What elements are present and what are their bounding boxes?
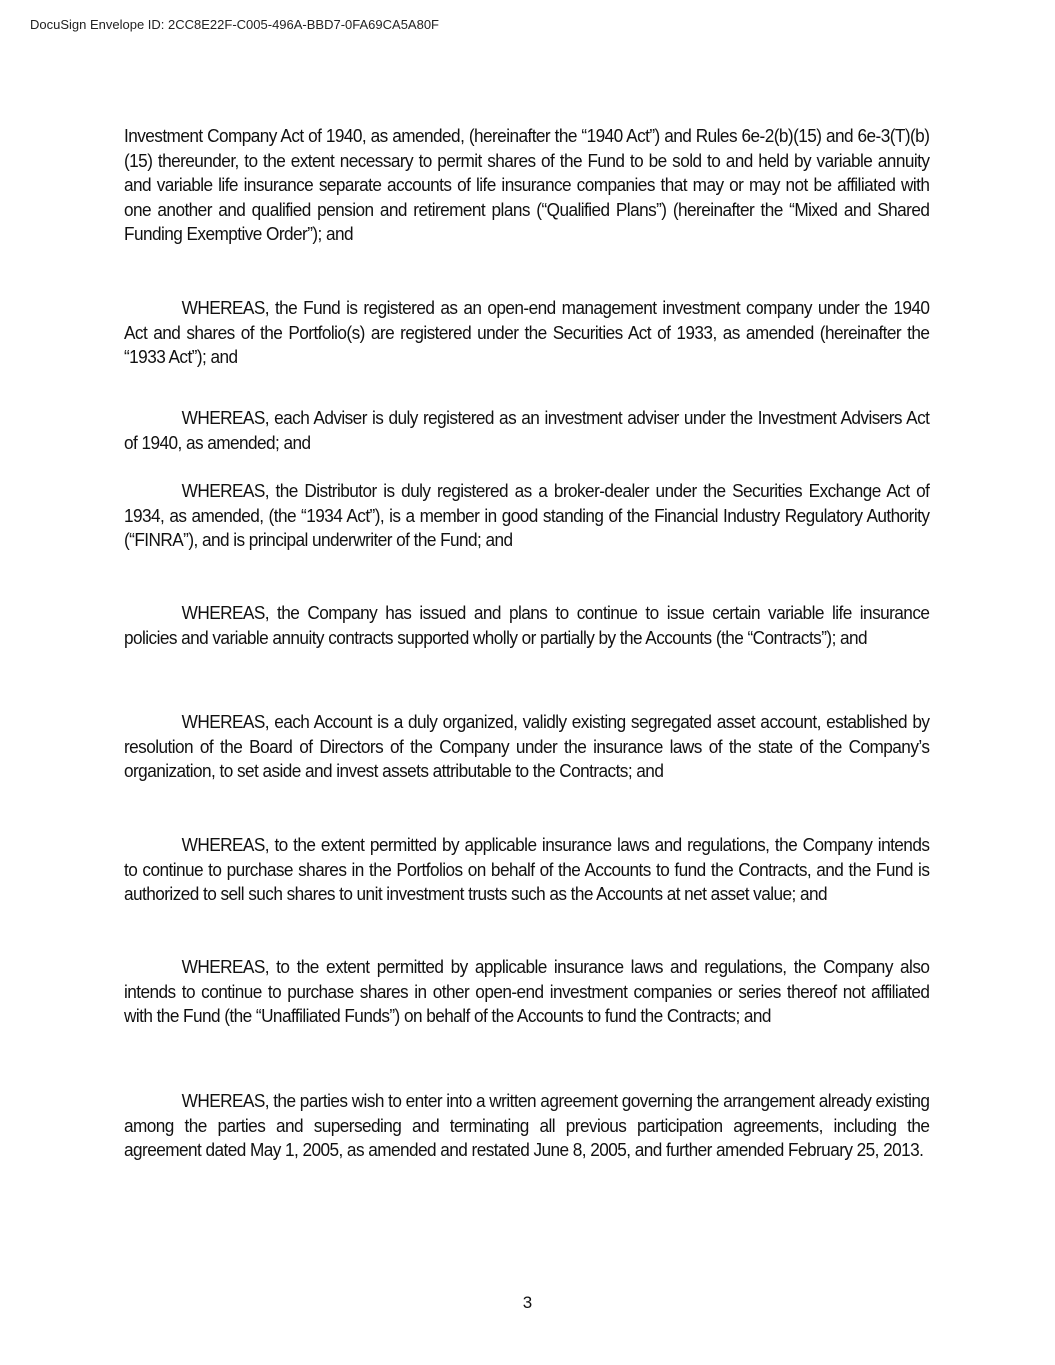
docusign-envelope-id: DocuSign Envelope ID: 2CC8E22F-C005-496A-BBD7-0FA69CA5A80F <box>30 17 439 32</box>
paragraph-whereas-account: WHEREAS, each Account is a duly organized, validly existing segregated asset account, established by resolution of the Board of Directors of the Company under the insurance laws of the state of the Company’s organization, to set aside and invest assets attributable to the Contracts; and <box>124 711 930 782</box>
paragraph-whereas-agreement: WHEREAS, the parties wish to enter into a written agreement governing the arrangement already existing among the parties and superseding and terminating all previous participation agreements, including the agreement dated May 1, 2005, as amended and restated June 8, 2005, and further amended February 25, 2013. <box>124 1090 930 1161</box>
paragraph-whereas-unaffiliated-funds: WHEREAS, to the extent permitted by applicable insurance laws and regulations, the Company also intends to continue to purchase shares in other open-end investment companies or series thereof not affiliated with the Fund (the “Unaffiliated Funds”) on behalf of the Accounts to fund the Contracts; and <box>124 956 930 1027</box>
paragraph-whereas-distributor: WHEREAS, the Distributor is duly registered as a broker-dealer under the Securities Exchange Act of 1934, as amended, (the “1934 Act”), is a member in good standing of the Financial Industry Regulatory Authority (“FINRA”), and is principal underwriter of the Fund; and <box>124 480 930 551</box>
paragraph-whereas-fund-registered: WHEREAS, the Fund is registered as an open-end management investment company under the 1940 Act and shares of the Portfolio(s) are registered under the Securities Act of 1933, as amended (hereinafter the “1933 Act”); and <box>124 297 930 368</box>
paragraph-whereas-adviser: WHEREAS, each Adviser is duly registered as an investment adviser under the Investment Advisers Act of 1940, as amended; and <box>124 407 930 453</box>
page-number: 3 <box>522 1293 533 1312</box>
paragraph-continuation: Investment Company Act of 1940, as amended, (hereinafter the “1940 Act”) and Rules 6e-2(b)(15) and 6e-3(T)(b)(15) thereunder, to the extent necessary to permit shares of the Fund to be sold to and held by variable annuity and variable life insurance separate accounts of life insurance companies that may or may not be affiliated with one another and qualified pension and retirement plans (“Qualified Plans”) (hereinafter the “Mixed and Shared Funding Exemptive Order”); and <box>124 125 930 245</box>
paragraph-whereas-portfolios: WHEREAS, to the extent permitted by applicable insurance laws and regulations, the Company intends to continue to purchase shares in the Portfolios on behalf of the Accounts to fund the Contracts, and the Fund is authorized to sell such shares to unit investment trusts such as the Accounts at net asset value; and <box>124 834 930 905</box>
paragraph-whereas-company-contracts: WHEREAS, the Company has issued and plans to continue to issue certain variable life insurance policies and variable annuity contracts supported wholly or partially by the Accounts (the “Contracts”); and <box>124 602 930 648</box>
